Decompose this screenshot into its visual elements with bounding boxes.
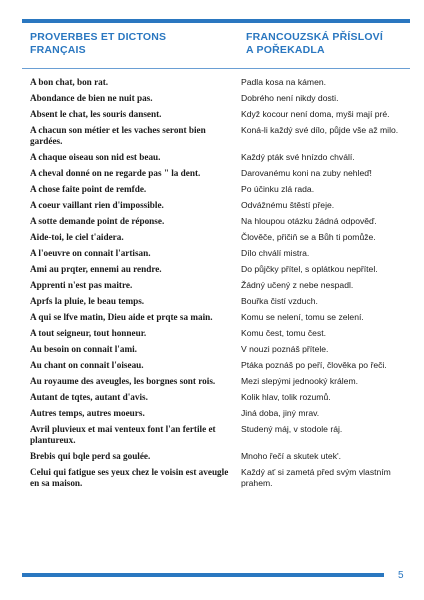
proverb-row bbox=[30, 296, 408, 307]
french-proverb: Autres temps, autres moeurs. bbox=[30, 408, 145, 418]
french-proverb: A tout seigneur, tout honneur. bbox=[30, 328, 147, 338]
french-proverb: A sotte demande point de réponse. bbox=[30, 216, 165, 226]
french-proverb: A l'oeuvre on connait l'artisan. bbox=[30, 248, 151, 258]
czech-proverb: Každý ať si zametá před svým vlastním prahem. bbox=[241, 467, 391, 488]
page-number: 5 bbox=[398, 570, 404, 581]
proverb-row bbox=[30, 248, 408, 259]
french-proverb: A chose faite point de remfde. bbox=[30, 184, 147, 194]
header-czech bbox=[246, 31, 402, 67]
french-proverb: Autant de tqtes, autant d'avis. bbox=[30, 392, 148, 402]
french-proverb: Celui qui fatigue ses yeux chez le voisin est aveugle en sa maison. bbox=[30, 467, 229, 488]
czech-proverb: Člověče, přičiň se a Bůh ti pomůže. bbox=[241, 232, 376, 242]
proverb-row bbox=[30, 200, 408, 211]
french-proverb: Apprenti n'est pas maitre. bbox=[30, 280, 133, 290]
czech-proverb: Odvážnému štěstí přeje. bbox=[241, 200, 335, 210]
czech-proverb: Koná-li každý své dílo, půjde vše až milo. bbox=[241, 125, 399, 135]
proverb-row bbox=[30, 467, 408, 489]
czech-proverb: Mezi slepými jednooký králem. bbox=[241, 376, 359, 386]
proverb-row bbox=[30, 184, 408, 195]
proverb-row bbox=[30, 152, 408, 163]
czech-proverb: Po účinku zlá rada. bbox=[241, 184, 315, 194]
proverb-row bbox=[30, 312, 408, 323]
french-proverb: Brebis qui bqle perd sa goulée. bbox=[30, 451, 151, 461]
french-proverb: Au royaume des aveugles, les borgnes sont rois. bbox=[30, 376, 216, 386]
czech-proverb: Dílo chválí mistra. bbox=[241, 248, 310, 258]
proverb-row bbox=[30, 451, 408, 462]
proverb-row bbox=[30, 216, 408, 227]
french-proverb: Aprfs la pluie, le beau temps. bbox=[30, 296, 145, 306]
top-rule bbox=[22, 19, 410, 23]
french-proverb: Absent le chat, les souris dansent. bbox=[30, 109, 162, 119]
proverb-row bbox=[30, 328, 408, 339]
proverb-row bbox=[30, 392, 408, 403]
czech-proverb: Padla kosa na kámen. bbox=[241, 77, 327, 87]
french-proverb: A coeur vaillant rien d'impossible. bbox=[30, 200, 164, 210]
czech-proverb: Žádný učený z nebe nespadl. bbox=[241, 280, 354, 290]
proverb-table bbox=[30, 77, 408, 489]
header-french-line2: FRANÇAIS bbox=[30, 44, 86, 56]
czech-proverb: Mnoho řečí a skutek utek'. bbox=[241, 451, 342, 461]
czech-proverb: Darovanému koni na zuby nehleď! bbox=[241, 168, 372, 178]
header-czech-line2: A POŘEKADLA bbox=[246, 44, 325, 56]
column-header bbox=[30, 31, 402, 67]
czech-proverb: Do půjčky přítel, s oplátkou nepřítel. bbox=[241, 264, 378, 274]
proverb-row bbox=[30, 168, 408, 179]
header-french-line1: PROVERBES ET DICTONS bbox=[30, 31, 167, 43]
french-proverb: A cheval donné on ne regarde pas " la dent. bbox=[30, 168, 201, 178]
french-proverb: Aide-toi, le ciel t'aidera. bbox=[30, 232, 124, 242]
french-proverb: Avril pluvieux et mai venteux font l'an fertile et plantureux. bbox=[30, 424, 216, 445]
proverb-row bbox=[30, 408, 408, 419]
french-proverb: Ami au prqter, ennemi au rendre. bbox=[30, 264, 162, 274]
french-proverb: Au chant on connait l'oiseau. bbox=[30, 360, 144, 370]
proverb-row bbox=[30, 109, 408, 120]
header-czech-line1: FRANCOUZSKÁ PŘÍSLOVÍ bbox=[246, 31, 384, 43]
french-proverb: Abondance de bien ne nuit pas. bbox=[30, 93, 153, 103]
czech-proverb: V nouzi poznáš přítele. bbox=[241, 344, 329, 354]
french-proverb: A qui se lfve matin, Dieu aide et prqte sa main. bbox=[30, 312, 213, 322]
french-proverb: A chacun son métier et les vaches seront bien gardées. bbox=[30, 125, 206, 146]
czech-proverb: Studený máj, v stodole ráj. bbox=[241, 424, 343, 434]
czech-proverb: Ptáka poznáš po peří, člověka po řeči. bbox=[241, 360, 387, 370]
czech-proverb: Když kocour není doma, myši mají pré. bbox=[241, 109, 390, 119]
czech-proverb: Komu se nelení, tomu se zelení. bbox=[241, 312, 364, 322]
czech-proverb: Na hloupou otázku žádná odpověď. bbox=[241, 216, 377, 226]
proverb-row bbox=[30, 77, 408, 88]
proverb-row bbox=[30, 424, 408, 446]
proverb-row bbox=[30, 93, 408, 104]
proverb-row bbox=[30, 376, 408, 387]
header-divider bbox=[22, 68, 410, 69]
proverb-row bbox=[30, 232, 408, 243]
proverb-row bbox=[30, 264, 408, 275]
czech-proverb: Dobrého není nikdy dosti. bbox=[241, 93, 339, 103]
proverb-row bbox=[30, 344, 408, 355]
czech-proverb: Kolik hlav, tolik rozumů. bbox=[241, 392, 331, 402]
czech-proverb: Jiná doba, jiný mrav. bbox=[241, 408, 320, 418]
french-proverb: A bon chat, bon rat. bbox=[30, 77, 109, 87]
czech-proverb: Každý pták své hnízdo chválí. bbox=[241, 152, 355, 162]
header-french bbox=[30, 31, 246, 67]
czech-proverb: Komu čest, tomu čest. bbox=[241, 328, 327, 338]
proverb-row bbox=[30, 360, 408, 371]
french-proverb: A chaque oiseau son nid est beau. bbox=[30, 152, 161, 162]
french-proverb: Au besoin on connait l'ami. bbox=[30, 344, 137, 354]
proverb-row bbox=[30, 125, 408, 147]
bottom-rule bbox=[22, 573, 384, 577]
proverb-row bbox=[30, 280, 408, 291]
czech-proverb: Bouřka čistí vzduch. bbox=[241, 296, 318, 306]
